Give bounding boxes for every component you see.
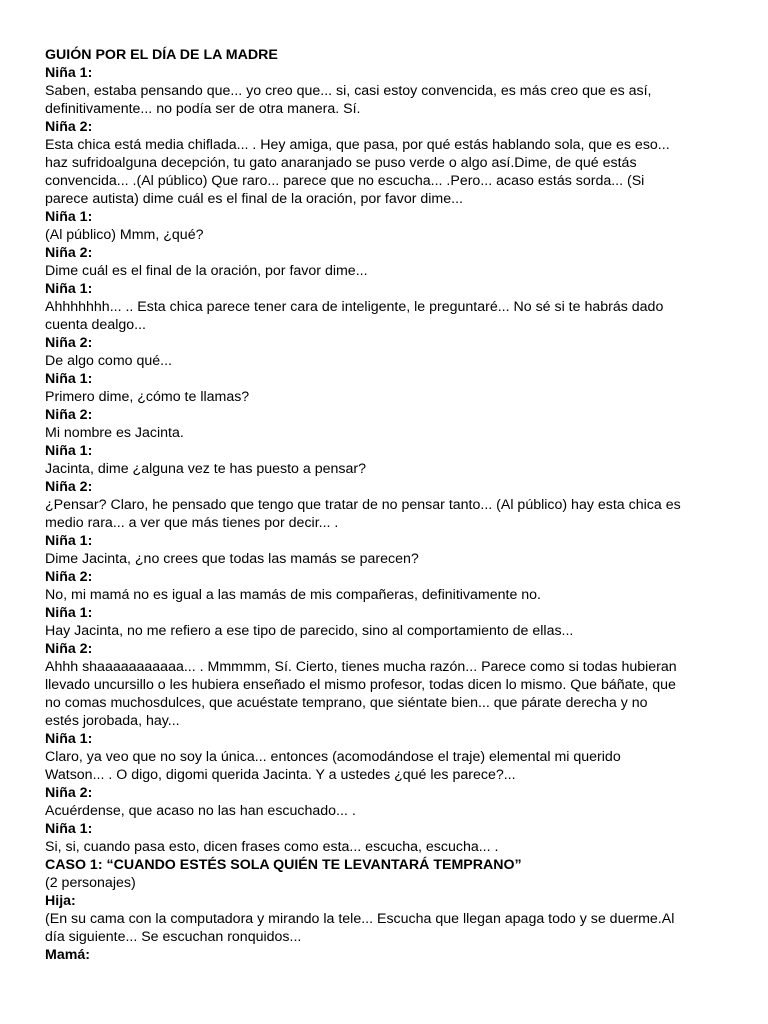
dialogue-line: parece autista) dime cuál es el final de la oración, por favor dime... [45, 191, 463, 207]
dialogue-line: Primero dime, ¿cómo te llamas? [45, 389, 250, 405]
speaker-label: Niña 1: [45, 821, 93, 837]
speaker-label: Niña 1: [45, 605, 93, 621]
dialogue-line: convencida... .(Al público) Que raro... parece que no escucha... .Pero... acaso estás sorda... (Si [45, 173, 645, 189]
dialogue-line: Saben, estaba pensando que... yo creo que... si, casi estoy convencida, es más creo que es así, [45, 83, 652, 99]
dialogue-line: Ahhhhhhh... .. Esta chica parece tener cara de inteligente, le preguntaré... No sé si te habrás dado [45, 299, 664, 315]
dialogue-line: (Al público) Mmm, ¿qué? [45, 227, 204, 243]
dialogue-line: No, mi mamá no es igual a las mamás de mis compañeras, definitivamente no. [45, 587, 541, 603]
dialogue-line: Mi nombre es Jacinta. [45, 425, 184, 441]
speaker-label: Niña 2: [45, 479, 93, 495]
dialogue-line: Esta chica está media chiflada... . Hey amiga, que pasa, por qué estás hablando sola, que es eso... [45, 137, 670, 153]
dialogue-line: cuenta dealgo... [45, 317, 146, 333]
section-heading: CASO 1: “CUANDO ESTÉS SOLA QUIÉN TE LEVANTARÁ TEMPRANO” [45, 857, 522, 873]
speaker-label: Niña 1: [45, 371, 93, 387]
dialogue-line: estés jorobada, hay... [45, 713, 180, 729]
dialogue-line: Si, si, cuando pasa esto, dicen frases como esta... escucha, escucha... . [45, 839, 499, 855]
speaker-label: Niña 2: [45, 245, 93, 261]
speaker-label: Niña 1: [45, 281, 93, 297]
speaker-label: Niña 2: [45, 335, 93, 351]
dialogue-line: Jacinta, dime ¿alguna vez te has puesto a pensar? [45, 461, 366, 477]
speaker-label: Niña 2: [45, 407, 93, 423]
speaker-label: Hija: [45, 893, 76, 909]
dialogue-line: definitivamente... no podía ser de otra manera. Sí. [45, 101, 361, 117]
document-title: GUIÓN POR EL DÍA DE LA MADRE [45, 47, 278, 63]
dialogue-line: Dime Jacinta, ¿no crees que todas las mamás se parecen? [45, 551, 419, 567]
dialogue-line: día siguiente... Se escuchan ronquidos... [45, 929, 302, 945]
speaker-label: Niña 1: [45, 731, 93, 747]
speaker-label: Niña 1: [45, 443, 93, 459]
dialogue-line: (En su cama con la computadora y mirando la tele... Escucha que llegan apaga todo y se duerme.Al [45, 911, 675, 927]
dialogue-line: Ahhh shaaaaaaaaaaa... . Mmmmm, Sí. Cierto, tienes mucha razón... Parece como si todas hubieran [45, 659, 677, 675]
speaker-label: Niña 2: [45, 785, 93, 801]
dialogue-line: Watson... . O digo, digomi querida Jacinta. Y a ustedes ¿qué les parece?... [45, 767, 516, 783]
dialogue-line: ¿Pensar? Claro, he pensado que tengo que tratar de no pensar tanto... (Al público) hay esta chica es [45, 497, 681, 513]
dialogue-line: Dime cuál es el final de la oración, por favor dime... [45, 263, 368, 279]
document-page [45, 46, 735, 964]
speaker-label: Niña 1: [45, 209, 93, 225]
speaker-label: Niña 2: [45, 641, 93, 657]
dialogue-line: Hay Jacinta, no me refiero a ese tipo de parecido, sino al comportamiento de ellas... [45, 623, 574, 639]
dialogue-line: llevado uncursillo o les hubiera enseñado el mismo profesor, todas dicen lo mismo. Que báñate, que [45, 677, 676, 693]
dialogue-line: (2 personajes) [45, 875, 136, 891]
speaker-label: Niña 2: [45, 569, 93, 585]
speaker-label: Niña 2: [45, 119, 93, 135]
dialogue-line: Claro, ya veo que no soy la única... entonces (acomodándose el traje) elemental mi querido [45, 749, 621, 765]
dialogue-line: medio rara... a ver que más tienes por decir... . [45, 515, 339, 531]
dialogue-line: no comas muchosdulces, que acuéstate temprano, que siéntate bien... que párate derecha y no [45, 695, 648, 711]
dialogue-line: haz sufridoalguna decepción, tu gato anaranjado se puso verde o algo así.Dime, de qué estás [45, 155, 637, 171]
speaker-label: Niña 1: [45, 533, 93, 549]
speaker-label: Niña 1: [45, 65, 93, 81]
dialogue-line: De algo como qué... [45, 353, 172, 369]
speaker-label: Mamá: [45, 947, 90, 963]
dialogue-line: Acuérdense, que acaso no las han escuchado... . [45, 803, 356, 819]
